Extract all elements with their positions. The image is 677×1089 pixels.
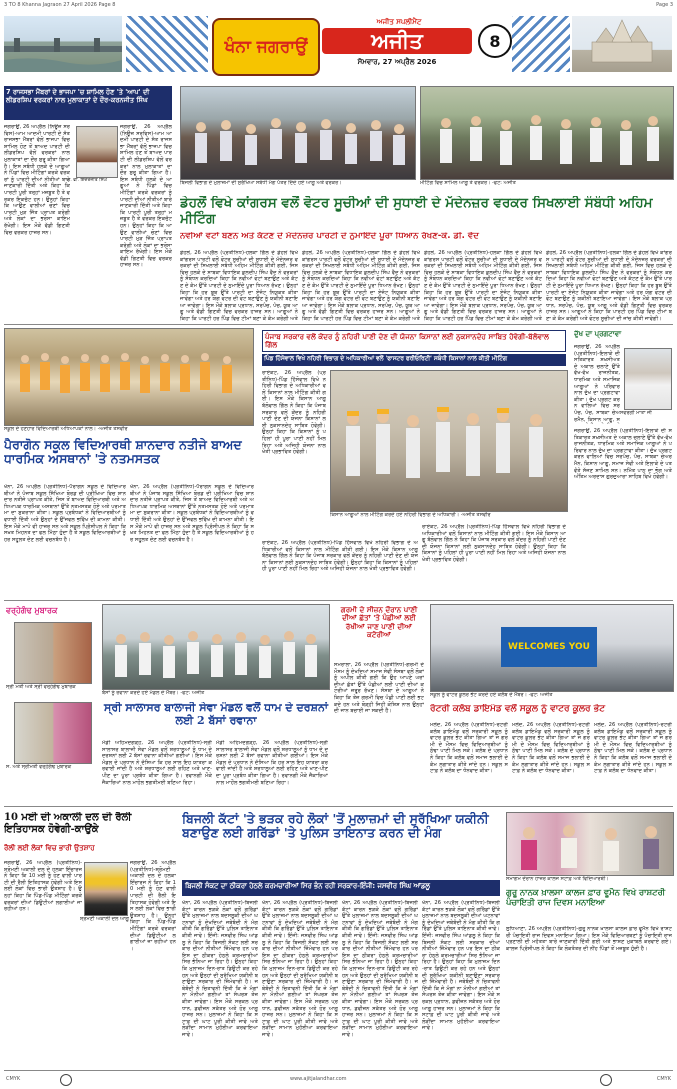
story-rotary-headline: ਰੋਟਰੀ ਕਲੱਬ ਡਾਇਮੰਡ ਵਲੋਂ ਸਕੂਲ ਨੂੰ ਵਾਟਰ ਕੂਲਰ ਭੇਟ: [430, 704, 605, 714]
story-anniversary-caption-a: ਸ੍ਰੀ ਮਤੀ ਅਤੇ ਸ੍ਰੀ ਵਰ੍ਹੇਗੰਢ ਮੁਬਾਰਕ: [6, 684, 76, 690]
story-paragon-photo: [4, 328, 254, 426]
story-condolence-caption: ਸਵਰਗੀ ਮਾਤਾ ਜੀ: [620, 410, 652, 416]
story-aap-headline: 7 ਰਾਜਸਭਾ ਮੈਂਬਰਾਂ ਦੇ ਭਾਜਪਾ 'ਚ ਸ਼ਾਮਿਲ ਹੋਣ 'ਤੇ 'ਆਪ' ਦੀ ਲੀਡਰਸ਼ਿਪ ਵਰਕਰਾਂ ਨਾਲ ਮੁਲਾਕਾਤਾਂ ਦੇ ਦੌਰ-ਕਰਨਜੀਤ ਸਿੰਘ: [4, 86, 172, 120]
section-logo: [212, 18, 320, 76]
footer-right: CMYK: [656, 1076, 671, 1082]
story-anniversary-caption-b: ਸ. ਅਤੇ ਸ੍ਰੀਮਤੀ ਵਰ੍ਹੇਗੰਢ ਮੁਬਾਰਕ: [6, 764, 72, 770]
story-congress-body-col3: ਡੇਹਲੋਂ, 26 ਅਪ੍ਰੈਲ (ਪ੍ਰਤੀਨਿਧ)-ਹਲਕਾ ਗਿੱਲ ਦੇ ਡੇਹਲੋਂ ਵਿਖੇ ਕਾਂਗਰਸ ਪਾਰਟੀ ਵਲੋਂ ਵੋਟਰ ਸੂਚੀਆਂ ਦੀ ਸੁਧਾਈ ਦੇ ਮੱਦੇਨਜ਼ਰ ਵਰਕਰਾਂ ਦੀ ਸਿਖਲਾਈ ਸਬੰਧੀ ਅਹਿਮ ਮੀਟਿੰਗ ਕੀਤੀ ਗਈ, ਜਿਸ ਵਿਚ ਹਲਕੇ ਦੇ ਸਾਬਕਾ ਵਿਧਾਇਕ ਕੁਲਦੀਪ ਸਿੰਘ ਵੈਦ ਨੇ ਵਰਕਰਾਂ ਨੂੰ ਸੰਬੋਧਨ ਕਰਦਿਆਂ ਕਿਹਾ ਕਿ ਨਵੀਆਂ ਵੋਟਾਂ ਬਣਾਉਣ ਅਤੇ ਕੱਟਣ ਦੇ ਕੰਮ ਉੱਤੇ ਪਾਰਟੀ ਦੇ ਨੁਮਾਇੰਦੇ ਪੂਰਾ ਧਿਆਨ ਰੱਖਣ। ਉਨ੍ਹਾਂ ਕਿਹਾ ਕਿ ਹਰ ਬੂਥ ਉੱਤੇ ਪਾਰਟੀ ਦਾ ਏਜੰਟ ਨਿਯੁਕਤ ਕੀਤਾ ਜਾਵੇਗਾ ਅਤੇ ਹਰ ਯੋਗ ਵੋਟਰ ਦੀ ਵੋਟ ਬਣਾਉਣ ਨੂੰ ਯਕੀਨੀ ਬਣਾਇਆ ਜਾਵੇਗਾ। ਇਸ ਮੌਕੇ ਬਲਾਕ ਪ੍ਰਧਾਨ, ਸਰਪੰਚ, ਪੰਚ, ਯੂਥ ਆਗੂ ਅਤੇ ਵੱਡੀ ਗਿਣਤੀ ਵਿਚ ਵਰਕਰ ਹਾਜ਼ਰ ਸਨ। ਆਗੂਆਂ ਨੇ ਕਿਹਾ ਕਿ ਪਾਰਟੀ ਹਰ ਪਿੰਡ ਵਿਚ ਟੀਮਾਂ ਬਣਾ ਕੇ ਕੰਮ ਕਰੇਗੀ ਅਤੇ: [424, 250, 542, 322]
story-college-photo: [506, 812, 674, 876]
footer-center: www.ajitjalandhar.com: [290, 1076, 347, 1082]
story-rotary-body-col2: ਮਲੌਦ, 26 ਅਪ੍ਰੈਲ (ਪ੍ਰਤੀਨਿਧ)-ਰੋਟਰੀ ਕਲੱਬ ਡਾਇਮੰਡ ਵਲੋਂ ਸਰਕਾਰੀ ਸਕੂਲ ਨੂੰ ਵਾਟਰ ਕੂਲਰ ਭੇਟ ਕੀਤਾ ਗਿਆ ਤਾਂ ਜੋ ਗਰਮੀ ਦੇ ਮੌਸਮ ਵਿਚ ਵਿਦਿਆਰਥੀਆਂ ਨੂੰ ਠੰਢਾ ਪਾਣੀ ਮਿਲ ਸਕੇ। ਕਲੱਬ ਦੇ ਪ੍ਰਧਾਨ ਨੇ ਕਿਹਾ ਕਿ ਕਲੱਬ ਵਲੋਂ ਸਮਾਜ ਭਲਾਈ ਦੇ ਕੰਮ ਲਗਾਤਾਰ ਕੀਤੇ ਜਾਂਦੇ ਹਨ। ਸਕੂਲ ਸਟਾਫ਼ ਨੇ ਕਲੱਬ ਦਾ ਧੰਨਵਾਦ ਕੀਤਾ।: [512, 722, 590, 775]
story-college-caption: ਸਮਾਗਮ ਦੌਰਾਨ ਹਾਜ਼ਰ ਕਾਲਜ ਸਟਾਫ਼ ਅਤੇ ਵਿਦਿਆਰਥੀ।: [506, 876, 609, 882]
masthead-photo-left: [4, 16, 122, 72]
story-rally-headline: 10 ਮਈ ਦੀ ਅਕਾਲੀ ਦਲ ਦੀ ਰੈਲੀ ਇਤਿਹਾਸਕ ਹੋਵੇਗੀ-ਕਾਉਂਕੇ: [4, 812, 132, 835]
story-canal-photo: [330, 370, 568, 512]
footer-left: CMYK: [6, 1076, 21, 1082]
story-congress-headline: ਡੇਹਲੋਂ ਵਿਖੇ ਕਾਂਗਰਸ ਵਲੋਂ ਵੋਟਰ ਸੂਚੀਆਂ ਦੀ ਸੁਧਾਈ ਦੇ ਮੱਦੇਨਜ਼ਰ ਵਰਕਰ ਸਿਖਲਾਈ ਸੰਬੰਧੀ ਅਹਿਮ ਮੀਟਿੰਗ: [180, 196, 653, 227]
story-condolence-body-b: ਜਗਰਾਉਂ, 26 ਅਪ੍ਰੈਲ (ਪ੍ਰਤੀਨਿਧ)-ਇਲਾਕੇ ਦੀ ਸਤਿਕਾਰਤ ਸ਼ਖ਼ਸੀਅਤ ਦੇ ਅਕਾਲ ਚਲਾਣੇ ਉੱਤੇ ਵੱਖ-ਵੱਖ ਰਾਜਨੀਤਕ, ਧਾਰਮਿਕ ਅਤੇ ਸਮਾਜਿਕ ਆਗੂਆਂ ਨੇ ਪਰਿਵਾਰ ਨਾਲ ਦੁੱਖ ਦਾ ਪ੍ਰਗਟਾਵਾ ਕੀਤਾ। ਦੁੱਖ ਪ੍ਰਗਟ ਕਰਨ ਵਾਲਿਆਂ ਵਿਚ ਸਰਪੰਚ, ਪੰਚ, ਸਾਬਕਾ ਚੇਅਰਮੈਨ, ਕਿਸਾਨ ਆਗੂ, ਸਮਾਜ ਸੇਵੀ ਅਤੇ ਇਲਾਕੇ ਦੇ ਪਤਵੰਤੇ ਸੱਜਣ ਸ਼ਾਮਿਲ ਸਨ। ਨਮਿੱਤ ਪਾਠ ਦਾ ਭੋਗ ਅਤੇ ਅੰਤਿਮ ਅਰਦਾਸ ਗੁਰਦੁਆਰਾ ਸਾਹਿਬ ਵਿਖੇ ਹੋਵੇਗੀ।: [574, 428, 672, 481]
issue-date: ਸੋਮਵਾਰ, 27 ਅਪ੍ਰੈਲ 2026: [357, 58, 437, 66]
story-condolence-kicker: ਦੁੱਖ ਦਾ ਪ੍ਰਗਟਾਵਾ: [574, 330, 622, 338]
print-strip-left: 3 TO 8 Khanna Jagraon 27 April 2026 Page 8: [4, 2, 116, 8]
paper-supplement-label: ਅਜੀਤ ਸਪਲੀਮੈਂਟ: [376, 18, 422, 26]
masthead: [4, 12, 673, 78]
story-aap-portrait: [76, 126, 118, 178]
story-congress-caption-a: ਬਿਜਲੀ ਵਿਭਾਗ ਦੇ ਮੁਲਾਜ਼ਮਾਂ ਦੀ ਸੁਰੱਖਿਆ ਸਬੰਧੀ ਮੰਗ ਪੱਤਰ ਦਿੰਦੇ ਹੋਏ ਆਗੂ ਅਤੇ ਵਰਕਰ।: [180, 180, 342, 186]
masthead-photo-right: [572, 16, 672, 72]
story-salasar-body-col1: ਮੰਡੀ ਅਹਿਮਦਗੜ੍ਹ, 26 ਅਪ੍ਰੈਲ (ਪ੍ਰਤੀਨਿਧ)-ਸ੍ਰੀ ਸਾਲਾਸਰ ਬਾਲਾਜੀ ਸੇਵਾ ਮੰਡਲ ਵਲੋਂ ਸ਼ਰਧਾਲੂਆਂ ਨੂੰ ਧਾਮ ਦੇ ਦਰਸ਼ਨਾਂ ਲਈ 2 ਬੱਸਾਂ ਰਵਾਨਾ ਕੀਤੀਆਂ ਗਈਆਂ। ਇਸ ਮੌਕੇ ਮੰਡਲ ਦੇ ਪ੍ਰਧਾਨ ਨੇ ਦੱਸਿਆ ਕਿ ਹਰ ਸਾਲ ਇਹ ਯਾਤਰਾ ਕਰਵਾਈ ਜਾਂਦੀ ਹੈ ਅਤੇ ਸ਼ਰਧਾਲੂਆਂ ਲਈ ਰਹਿਣ ਅਤੇ ਖਾਣ-ਪੀਣ ਦਾ ਪੂਰਾ ਪ੍ਰਬੰਧ ਕੀਤਾ ਗਿਆ ਹੈ। ਰਵਾਨਗੀ ਮੌਕੇ ਜੈਕਾਰਿਆਂ ਨਾਲ ਮਾਹੌਲ ਭਗਤੀਮਈ ਬਣਿਆ ਰਿਹਾ।: [102, 740, 212, 786]
story-rally-body-col1: ਜਗਰਾਉਂ, 26 ਅਪ੍ਰੈਲ (ਪ੍ਰਤੀਨਿਧ)-ਸ਼੍ਰੋਮਣੀ ਅਕਾਲੀ ਦਲ ਦੇ ਹਲਕਾ ਇੰਚਾਰਜ ਨੇ ਕਿਹਾ ਕਿ 10 ਮਈ ਨੂੰ ਹੋਣ ਵਾਲੀ ਪਾਰਟੀ ਦੀ ਰੈਲੀ ਇਤਿਹਾਸਕ ਹੋਵੇਗੀ ਅਤੇ ਇਸ ਲਈ ਲੋਕਾਂ ਵਿਚ ਭਾਰੀ ਉਤਸ਼ਾਹ ਹੈ। ਉਨ੍ਹਾਂ ਕਿਹਾ ਕਿ ਪਿੰਡ-ਪਿੰਡ ਮੀਟਿੰਗਾਂ ਕਰਕੇ ਵਰਕਰਾਂ ਦੀਆਂ ਡਿਊਟੀਆਂ ਲਗਾਈਆਂ ਜਾ ਰਹੀਆਂ ਹਨ।: [4, 860, 82, 913]
story-college-headline: ਗੁਰੂ ਨਾਨਕ ਖ਼ਾਲਸਾ ਕਾਲਜ ਫ਼ਾਰ ਵੂਮੈਨ ਵਿਖੇ ਰਾਸ਼ਟਰੀ ਪੰਚਾਇਤੀ ਰਾਜ ਦਿਵਸ ਮਨਾਇਆ: [506, 888, 666, 907]
story-power-body-col4: ਖੰਨਾ, 26 ਅਪ੍ਰੈਲ (ਪ੍ਰਤੀਨਿਧ)-ਬਿਜਲੀ ਕੱਟਾਂ ਕਾਰਨ ਭੜਕੇ ਲੋਕਾਂ ਵਲੋਂ ਗਰਿੱਡਾਂ ਉੱਤੇ ਮੁਲਾਜ਼ਮਾਂ ਨਾਲ ਬਦਸਲੂਕੀ ਦੀਆਂ ਘਟਨਾਵਾਂ ਨੂੰ ਦੇਖਦਿਆਂ ਜਥੇਬੰਦੀ ਨੇ ਮੰਗ ਕੀਤੀ ਕਿ ਗਰਿੱਡਾਂ ਉੱਤੇ ਪੁਲਿਸ ਤਾਇਨਾਤ ਕੀਤੀ ਜਾਵੇ। ਇੰਜੀ: ਜਸਵੀਰ ਸਿੰਘ ਆਂਡਲੂ ਨੇ ਕਿਹਾ ਕਿ ਬਿਜਲੀ ਸੰਕਟ ਲਈ ਸਰਕਾਰ ਦੀਆਂ ਨੀਤੀਆਂ ਜ਼ਿੰਮੇਵਾਰ ਹਨ ਪਰ ਇਸ ਦਾ ਠੀਕਰਾ ਹੇਠਲੇ ਕਰਮਚਾਰੀਆਂ ਸਿਰ ਭੰਨਿਆ ਜਾ ਰਿਹਾ ਹੈ। ਉਨ੍ਹਾਂ ਕਿਹਾ ਕਿ ਮੁਲਾਜ਼ਮ ਦਿਨ-ਰਾਤ ਡਿਊਟੀ ਕਰ ਰਹੇ ਹਨ ਅਤੇ ਉਨ੍ਹਾਂ ਦੀ ਸੁਰੱਖਿਆ ਯਕੀਨੀ ਬਣਾਉਣਾ ਸਰਕਾਰ ਦੀ ਜ਼ਿੰਮੇਵਾਰੀ ਹੈ। ਜਥੇਬੰਦੀ ਨੇ ਚਿਤਾਵਨੀ ਦਿੱਤੀ ਕਿ ਜੇ ਮੰਗਾਂ ਨਾ ਮੰਨੀਆਂ ਗਈਆਂ ਤਾਂ ਸੰਘਰਸ਼ ਤੇਜ਼ ਕੀਤਾ ਜਾਵੇਗਾ। ਇਸ ਮੌਕੇ ਸਰਕਲ ਪ੍ਰਧਾਨ, ਡਵੀਜ਼ਨ ਸਕੱਤਰ ਅਤੇ ਹੋਰ ਆਗੂ ਹਾਜ਼ਰ ਸਨ। ਮੁਲਾਜ਼ਮਾਂ ਨੇ ਕਿਹਾ ਕਿ ਸਟਾਫ਼ ਦੀ ਘਾਟ ਪੂਰੀ ਕੀਤੀ ਜਾਵੇ ਅਤੇ ਲੋੜੀਂਦਾ ਸਾਮਾਨ ਮੁਹੱਈਆ ਕਰਵਾਇਆ ਜਾਵੇ।: [422, 900, 500, 1032]
story-power-body-col1: ਖੰਨਾ, 26 ਅਪ੍ਰੈਲ (ਪ੍ਰਤੀਨਿਧ)-ਬਿਜਲੀ ਕੱਟਾਂ ਕਾਰਨ ਭੜਕੇ ਲੋਕਾਂ ਵਲੋਂ ਗਰਿੱਡਾਂ ਉੱਤੇ ਮੁਲਾਜ਼ਮਾਂ ਨਾਲ ਬਦਸਲੂਕੀ ਦੀਆਂ ਘਟਨਾਵਾਂ ਨੂੰ ਦੇਖਦਿਆਂ ਜਥੇਬੰਦੀ ਨੇ ਮੰਗ ਕੀਤੀ ਕਿ ਗਰਿੱਡਾਂ ਉੱਤੇ ਪੁਲਿਸ ਤਾਇਨਾਤ ਕੀਤੀ ਜਾਵੇ। ਇੰਜੀ: ਜਸਵੀਰ ਸਿੰਘ ਆਂਡਲੂ ਨੇ ਕਿਹਾ ਕਿ ਬਿਜਲੀ ਸੰਕਟ ਲਈ ਸਰਕਾਰ ਦੀਆਂ ਨੀਤੀਆਂ ਜ਼ਿੰਮੇਵਾਰ ਹਨ ਪਰ ਇਸ ਦਾ ਠੀਕਰਾ ਹੇਠਲੇ ਕਰਮਚਾਰੀਆਂ ਸਿਰ ਭੰਨਿਆ ਜਾ ਰਿਹਾ ਹੈ। ਉਨ੍ਹਾਂ ਕਿਹਾ ਕਿ ਮੁਲਾਜ਼ਮ ਦਿਨ-ਰਾਤ ਡਿਊਟੀ ਕਰ ਰਹੇ ਹਨ ਅਤੇ ਉਨ੍ਹਾਂ ਦੀ ਸੁਰੱਖਿਆ ਯਕੀਨੀ ਬਣਾਉਣਾ ਸਰਕਾਰ ਦੀ ਜ਼ਿੰਮੇਵਾਰੀ ਹੈ। ਜਥੇਬੰਦੀ ਨੇ ਚਿਤਾਵਨੀ ਦਿੱਤੀ ਕਿ ਜੇ ਮੰਗਾਂ ਨਾ ਮੰਨੀਆਂ ਗਈਆਂ ਤਾਂ ਸੰਘਰਸ਼ ਤੇਜ਼ ਕੀਤਾ ਜਾਵੇਗਾ। ਇਸ ਮੌਕੇ ਸਰਕਲ ਪ੍ਰਧਾਨ, ਡਵੀਜ਼ਨ ਸਕੱਤਰ ਅਤੇ ਹੋਰ ਆਗੂ ਹਾਜ਼ਰ ਸਨ। ਮੁਲਾਜ਼ਮਾਂ ਨੇ ਕਿਹਾ ਕਿ ਸਟਾਫ਼ ਦੀ ਘਾਟ ਪੂਰੀ ਕੀਤੀ ਜਾਵੇ ਅਤੇ ਲੋੜੀਂਦਾ ਸਾਮਾਨ ਮੁਹੱਈਆ ਕਰਵਾਇਆ ਜਾਵੇ।: [182, 900, 258, 1038]
bridge-illustration: [4, 16, 122, 72]
story-college-body: ਲੁਧਿਆਣਾ, 26 ਅਪ੍ਰੈਲ (ਪ੍ਰਤੀਨਿਧ)-ਗੁਰੂ ਨਾਨਕ ਖ਼ਾਲਸਾ ਕਾਲਜ ਫ਼ਾਰ ਵੂਮੈਨ ਵਿਖੇ ਰਾਸ਼ਟਰੀ ਪੰਚਾਇਤੀ ਰਾਜ ਦਿਵਸ ਮਨਾਇਆ ਗਿਆ। ਇਸ ਮੌਕੇ ਵਿਦਿਆਰਥਣਾਂ ਨੂੰ ਪੰਚਾਇਤੀ ਰਾਜ ਪ੍ਰਣਾਲੀ ਦੀ ਮਹੱਤਤਾ ਬਾਰੇ ਜਾਣਕਾਰੀ ਦਿੱਤੀ ਗਈ ਅਤੇ ਭਾਸ਼ਣ ਮੁਕਾਬਲੇ ਕਰਵਾਏ ਗਏ। ਕਾਲਜ ਪ੍ਰਿੰਸੀਪਲ ਨੇ ਕਿਹਾ ਕਿ ਲੋਕਤੰਤਰ ਦੀ ਨੀਂਹ ਪਿੰਡਾਂ ਤੋਂ ਮਜ਼ਬੂਤ ਹੁੰਦੀ ਹੈ।: [506, 926, 672, 952]
story-rally-portrait-caption: ਸ਼੍ਰੋਮਣੀ ਅਕਾਲੀ ਦਲ ਆਗੂ: [80, 916, 129, 922]
masthead-pattern-left: [126, 16, 208, 72]
story-canal-headline: ਪੰਜਾਬ ਸਰਕਾਰ ਵਲੋਂ ਕੇਂਦਰ ਨੂੰ ਨਹਿਰੀ ਪਾਣੀ ਦੇਣ ਦੀ ਯੋਜਨਾ ਕਿਸਾਨਾਂ ਲਈ ਨੁਕਸਾਨਦੇਹ ਸਾਬਿਤ ਹੋਵੇਗੀ-ਬੱਲੋਵਾਲ ਗਿੱਲ: [262, 330, 566, 352]
story-congress-body-col1: ਡੇਹਲੋਂ, 26 ਅਪ੍ਰੈਲ (ਪ੍ਰਤੀਨਿਧ)-ਹਲਕਾ ਗਿੱਲ ਦੇ ਡੇਹਲੋਂ ਵਿਖੇ ਕਾਂਗਰਸ ਪਾਰਟੀ ਵਲੋਂ ਵੋਟਰ ਸੂਚੀਆਂ ਦੀ ਸੁਧਾਈ ਦੇ ਮੱਦੇਨਜ਼ਰ ਵਰਕਰਾਂ ਦੀ ਸਿਖਲਾਈ ਸਬੰਧੀ ਅਹਿਮ ਮੀਟਿੰਗ ਕੀਤੀ ਗਈ, ਜਿਸ ਵਿਚ ਹਲਕੇ ਦੇ ਸਾਬਕਾ ਵਿਧਾਇਕ ਕੁਲਦੀਪ ਸਿੰਘ ਵੈਦ ਨੇ ਵਰਕਰਾਂ ਨੂੰ ਸੰਬੋਧਨ ਕਰਦਿਆਂ ਕਿਹਾ ਕਿ ਨਵੀਆਂ ਵੋਟਾਂ ਬਣਾਉਣ ਅਤੇ ਕੱਟਣ ਦੇ ਕੰਮ ਉੱਤੇ ਪਾਰਟੀ ਦੇ ਨੁਮਾਇੰਦੇ ਪੂਰਾ ਧਿਆਨ ਰੱਖਣ। ਉਨ੍ਹਾਂ ਕਿਹਾ ਕਿ ਹਰ ਬੂਥ ਉੱਤੇ ਪਾਰਟੀ ਦਾ ਏਜੰਟ ਨਿਯੁਕਤ ਕੀਤਾ ਜਾਵੇਗਾ ਅਤੇ ਹਰ ਯੋਗ ਵੋਟਰ ਦੀ ਵੋਟ ਬਣਾਉਣ ਨੂੰ ਯਕੀਨੀ ਬਣਾਇਆ ਜਾਵੇਗਾ। ਇਸ ਮੌਕੇ ਬਲਾਕ ਪ੍ਰਧਾਨ, ਸਰਪੰਚ, ਪੰਚ, ਯੂਥ ਆਗੂ ਅਤੇ ਵੱਡੀ ਗਿਣਤੀ ਵਿਚ ਵਰਕਰ ਹਾਜ਼ਰ ਸਨ। ਆਗੂਆਂ ਨੇ ਕਿਹਾ ਕਿ ਪਾਰਟੀ ਹਰ ਪਿੰਡ ਵਿਚ ਟੀਮਾਂ ਬਣਾ ਕੇ ਕੰਮ ਕਰੇਗੀ ਅਤੇ: [180, 250, 298, 322]
story-anniversary-photo-a: [14, 622, 92, 684]
students-illustration: [5, 329, 253, 425]
story-canal-caption: ਕਿਸਾਨ ਆਗੂਆਂ ਨਾਲ ਮੀਟਿੰਗ ਕਰਦੇ ਹੋਏ ਨਹਿਰੀ ਵਿਭਾਗ ਦੇ ਅਧਿਕਾਰੀ। -ਅਜੀਤ ਤਸਵੀਰ: [330, 512, 491, 518]
story-salasar-caption: ਬੱਸਾਂ ਨੂੰ ਰਵਾਨਾ ਕਰਦੇ ਹੋਏ ਮੰਡਲ ਦੇ ਮੈਂਬਰ। -ਫੋਟੋ: ਅਜੀਤ: [102, 690, 205, 696]
story-salasar-photo: [102, 604, 330, 690]
story-birds-body: ਸਮਰਾਲਾ, 26 ਅਪ੍ਰੈਲ (ਪ੍ਰਤੀਨਿਧ)-ਗਰਮੀ ਦੇ ਮੌਸਮ ਨੂੰ ਦੇਖਦਿਆਂ ਸਮਾਜ ਸੇਵੀ ਸੰਸਥਾ ਵਲੋਂ ਲੋਕਾਂ ਨੂੰ ਅਪੀਲ ਕੀਤੀ ਗਈ ਕਿ ਉਹ ਆਪਣੇ ਘਰਾਂ ਦੀਆਂ ਛੱਤਾਂ ਉੱਤੇ ਪੰਛੀਆਂ ਲਈ ਪਾਣੀ ਦੀਆਂ ਕਟੋਰੀਆਂ ਜ਼ਰੂਰ ਰੱਖਣ। ਸੰਸਥਾ ਦੇ ਆਗੂਆਂ ਨੇ ਕਿਹਾ ਕਿ ਤੇਜ਼ ਗਰਮੀ ਵਿਚ ਪੰਛੀ ਪਾਣੀ ਲਈ ਭਟਕਦੇ ਹਨ ਅਤੇ ਥੋੜ੍ਹੀ ਜਿਹੀ ਕੋਸ਼ਿਸ਼ ਨਾਲ ਉਨ੍ਹਾਂ ਦੀ ਜਾਨ ਬਚਾਈ ਜਾ ਸਕਦੀ ਹੈ।: [334, 662, 424, 715]
story-congress-photo-b: [420, 86, 674, 180]
story-aap-portrait-caption: ਪੀ. ਵੀ. ਇੰਦਰਜੀਤ ਸਿੰਘ: [66, 178, 108, 183]
story-congress-photo-a: [180, 86, 416, 180]
print-strip-right: Page 3: [656, 2, 673, 8]
devotees-illustration: [103, 605, 329, 689]
story-canal-subhead: ਪਿੰਡ ਹਿੱਸੋਵਾਲ ਵਿਖੇ ਨਹਿਰੀ ਵਿਭਾਗ ਦੇ ਅਧਿਕਾਰੀਆਂ ਵਲੋਂ 'ਫਾਸਟਰ ਫਰੀਓਰਿਟੀ' ਸਬੰਧੀ ਕਿਸਾਨਾਂ ਨਾਲ ਕੀਤੀ ਮੀਟਿੰਗ: [262, 354, 566, 366]
story-rotary-caption: ਸਕੂਲ ਨੂੰ ਵਾਟਰ ਕੂਲਰ ਭੇਟ ਕਰਦੇ ਹੋਏ ਕਲੱਬ ਦੇ ਮੈਂਬਰ। -ਫੋਟੋ: ਅਜੀਤ: [430, 692, 553, 698]
story-power-body-col2: ਖੰਨਾ, 26 ਅਪ੍ਰੈਲ (ਪ੍ਰਤੀਨਿਧ)-ਬਿਜਲੀ ਕੱਟਾਂ ਕਾਰਨ ਭੜਕੇ ਲੋਕਾਂ ਵਲੋਂ ਗਰਿੱਡਾਂ ਉੱਤੇ ਮੁਲਾਜ਼ਮਾਂ ਨਾਲ ਬਦਸਲੂਕੀ ਦੀਆਂ ਘਟਨਾਵਾਂ ਨੂੰ ਦੇਖਦਿਆਂ ਜਥੇਬੰਦੀ ਨੇ ਮੰਗ ਕੀਤੀ ਕਿ ਗਰਿੱਡਾਂ ਉੱਤੇ ਪੁਲਿਸ ਤਾਇਨਾਤ ਕੀਤੀ ਜਾਵੇ। ਇੰਜੀ: ਜਸਵੀਰ ਸਿੰਘ ਆਂਡਲੂ ਨੇ ਕਿਹਾ ਕਿ ਬਿਜਲੀ ਸੰਕਟ ਲਈ ਸਰਕਾਰ ਦੀਆਂ ਨੀਤੀਆਂ ਜ਼ਿੰਮੇਵਾਰ ਹਨ ਪਰ ਇਸ ਦਾ ਠੀਕਰਾ ਹੇਠਲੇ ਕਰਮਚਾਰੀਆਂ ਸਿਰ ਭੰਨਿਆ ਜਾ ਰਿਹਾ ਹੈ। ਉਨ੍ਹਾਂ ਕਿਹਾ ਕਿ ਮੁਲਾਜ਼ਮ ਦਿਨ-ਰਾਤ ਡਿਊਟੀ ਕਰ ਰਹੇ ਹਨ ਅਤੇ ਉਨ੍ਹਾਂ ਦੀ ਸੁਰੱਖਿਆ ਯਕੀਨੀ ਬਣਾਉਣਾ ਸਰਕਾਰ ਦੀ ਜ਼ਿੰਮੇਵਾਰੀ ਹੈ। ਜਥੇਬੰਦੀ ਨੇ ਚਿਤਾਵਨੀ ਦਿੱਤੀ ਕਿ ਜੇ ਮੰਗਾਂ ਨਾ ਮੰਨੀਆਂ ਗਈਆਂ ਤਾਂ ਸੰਘਰਸ਼ ਤੇਜ਼ ਕੀਤਾ ਜਾਵੇਗਾ। ਇਸ ਮੌਕੇ ਸਰਕਲ ਪ੍ਰਧਾਨ, ਡਵੀਜ਼ਨ ਸਕੱਤਰ ਅਤੇ ਹੋਰ ਆਗੂ ਹਾਜ਼ਰ ਸਨ। ਮੁਲਾਜ਼ਮਾਂ ਨੇ ਕਿਹਾ ਕਿ ਸਟਾਫ਼ ਦੀ ਘਾਟ ਪੂਰੀ ਕੀਤੀ ਜਾਵੇ ਅਤੇ ਲੋੜੀਂਦਾ ਸਾਮਾਨ ਮੁਹੱਈਆ ਕਰਵਾਇਆ ਜਾਵੇ।: [262, 900, 338, 1038]
divider-horizontal: [4, 324, 673, 325]
story-power-headline: ਬਿਜਲੀ ਕੱਟਾਂ 'ਤੇ ਭੜਕ ਰਹੇ ਲੋਕਾਂ 'ਤੋਂ ਮੁਲਾਜ਼ਮਾਂ ਦੀ ਸੁਰੱਖਿਆ ਯਕੀਨੀ ਬਣਾਉਣ ਲਈ ਗਰਿੱਡਾਂ 'ਤੇ ਪੁਲਿਸ ਤਾਇਨਾਤ ਕਰਨ ਦੀ ਮੰਗ: [182, 812, 489, 841]
page-number-badge: [478, 24, 512, 58]
story-power-body-col3: ਖੰਨਾ, 26 ਅਪ੍ਰੈਲ (ਪ੍ਰਤੀਨਿਧ)-ਬਿਜਲੀ ਕੱਟਾਂ ਕਾਰਨ ਭੜਕੇ ਲੋਕਾਂ ਵਲੋਂ ਗਰਿੱਡਾਂ ਉੱਤੇ ਮੁਲਾਜ਼ਮਾਂ ਨਾਲ ਬਦਸਲੂਕੀ ਦੀਆਂ ਘਟਨਾਵਾਂ ਨੂੰ ਦੇਖਦਿਆਂ ਜਥੇਬੰਦੀ ਨੇ ਮੰਗ ਕੀਤੀ ਕਿ ਗਰਿੱਡਾਂ ਉੱਤੇ ਪੁਲਿਸ ਤਾਇਨਾਤ ਕੀਤੀ ਜਾਵੇ। ਇੰਜੀ: ਜਸਵੀਰ ਸਿੰਘ ਆਂਡਲੂ ਨੇ ਕਿਹਾ ਕਿ ਬਿਜਲੀ ਸੰਕਟ ਲਈ ਸਰਕਾਰ ਦੀਆਂ ਨੀਤੀਆਂ ਜ਼ਿੰਮੇਵਾਰ ਹਨ ਪਰ ਇਸ ਦਾ ਠੀਕਰਾ ਹੇਠਲੇ ਕਰਮਚਾਰੀਆਂ ਸਿਰ ਭੰਨਿਆ ਜਾ ਰਿਹਾ ਹੈ। ਉਨ੍ਹਾਂ ਕਿਹਾ ਕਿ ਮੁਲਾਜ਼ਮ ਦਿਨ-ਰਾਤ ਡਿਊਟੀ ਕਰ ਰਹੇ ਹਨ ਅਤੇ ਉਨ੍ਹਾਂ ਦੀ ਸੁਰੱਖਿਆ ਯਕੀਨੀ ਬਣਾਉਣਾ ਸਰਕਾਰ ਦੀ ਜ਼ਿੰਮੇਵਾਰੀ ਹੈ। ਜਥੇਬੰਦੀ ਨੇ ਚਿਤਾਵਨੀ ਦਿੱਤੀ ਕਿ ਜੇ ਮੰਗਾਂ ਨਾ ਮੰਨੀਆਂ ਗਈਆਂ ਤਾਂ ਸੰਘਰਸ਼ ਤੇਜ਼ ਕੀਤਾ ਜਾਵੇਗਾ। ਇਸ ਮੌਕੇ ਸਰਕਲ ਪ੍ਰਧਾਨ, ਡਵੀਜ਼ਨ ਸਕੱਤਰ ਅਤੇ ਹੋਰ ਆਗੂ ਹਾਜ਼ਰ ਸਨ। ਮੁਲਾਜ਼ਮਾਂ ਨੇ ਕਿਹਾ ਕਿ ਸਟਾਫ਼ ਦੀ ਘਾਟ ਪੂਰੀ ਕੀਤੀ ਜਾਵੇ ਅਤੇ ਲੋੜੀਂਦਾ ਸਾਮਾਨ ਮੁਹੱਈਆ ਕਰਵਾਇਆ ਜਾਵੇ।: [342, 900, 418, 1038]
paper-name-text: ਅਜੀਤ: [371, 28, 423, 53]
story-birds-headline: ਗਰਮੀ ਦੇ ਸੀਜ਼ਨ ਦੌਰਾਨ ਪਾਣੀ ਦੀਆਂ ਛੱਤਾਂ 'ਤੇ ਪੰਛੀਆਂ ਲਈ ਰੱਖੀਆਂ ਜਾਣ ਪਾਣੀ ਦੀਆਂ ਕਟੋਰੀਆਂ: [340, 606, 418, 639]
story-paragon-body-col2: ਖੰਨਾ, 26 ਅਪ੍ਰੈਲ (ਪ੍ਰਤੀਨਿਧ)-ਪੈਰਾਗੋਨ ਸਕੂਲ ਦੇ ਵਿਦਿਆਰਥੀਆਂ ਨੇ ਪੰਜਾਬ ਸਕੂਲ ਸਿੱਖਿਆ ਬੋਰਡ ਦੀ ਪ੍ਰੀਖਿਆ ਵਿਚ ਸ਼ਾਨਦਾਰ ਨਤੀਜੇ ਪ੍ਰਾਪਤ ਕੀਤੇ, ਜਿਸ ਤੋਂ ਬਾਅਦ ਵਿਦਿਆਰਥੀ ਅਤੇ ਅਧਿਆਪਕ ਧਾਰਮਿਕ ਅਸਥਾਨਾਂ ਉੱਤੇ ਨਤਮਸਤਕ ਹੋਏ ਅਤੇ ਪਰਮਾਤਮਾ ਦਾ ਸ਼ੁਕਰਾਨਾ ਕੀਤਾ। ਸਕੂਲ ਪ੍ਰਬੰਧਕਾਂ ਨੇ ਵਿਦਿਆਰਥੀਆਂ ਨੂੰ ਵਧਾਈ ਦਿੱਤੀ ਅਤੇ ਉਨ੍ਹਾਂ ਦੇ ਉੱਜਵਲ ਭਵਿੱਖ ਦੀ ਕਾਮਨਾ ਕੀਤੀ। ਇਸ ਮੌਕੇ ਮਾਪੇ ਵੀ ਹਾਜ਼ਰ ਸਨ ਅਤੇ ਸਕੂਲ ਪ੍ਰਿੰਸੀਪਲ ਨੇ ਕਿਹਾ ਕਿ ਸਖ਼ਤ ਮਿਹਨਤ ਦਾ ਫਲ ਮਿੱਠਾ ਹੁੰਦਾ ਹੈ ਤੇ ਸਕੂਲ ਵਿਦਿਆਰਥੀਆਂ ਨੂੰ ਹਰ ਸਹੂਲਤ ਦੇਣ ਲਈ ਵਚਨਬੱਧ ਹੈ।: [130, 484, 254, 543]
registration-mark-left: [60, 1074, 72, 1086]
story-paragon-headline: ਪੈਰਾਗੋਨ ਸਕੂਲ ਵਿਦਿਆਰਥੀ ਸ਼ਾਨਦਾਰ ਨਤੀਜੇ ਬਾਅਦ ਧਾਰਮਿਕ ਅਸਥਾਨਾਂ 'ਤੇ ਨਤਮਸਤਕ: [4, 438, 242, 467]
story-canal-body-col3: ਰਾਏਕੋਟ, 26 ਅਪ੍ਰੈਲ (ਪ੍ਰਤੀਨਿਧ)-ਪਿੰਡ ਹਿੱਸੋਵਾਲ ਵਿਖੇ ਨਹਿਰੀ ਵਿਭਾਗ ਦੇ ਅਧਿਕਾਰੀਆਂ ਵਲੋਂ ਕਿਸਾਨਾਂ ਨਾਲ ਮੀਟਿੰਗ ਕੀਤੀ ਗਈ। ਇਸ ਮੌਕੇ ਕਿਸਾਨ ਆਗੂ ਬੱਲੋਵਾਲ ਗਿੱਲ ਨੇ ਕਿਹਾ ਕਿ ਪੰਜਾਬ ਸਰਕਾਰ ਵਲੋਂ ਕੇਂਦਰ ਨੂੰ ਨਹਿਰੀ ਪਾਣੀ ਦੇਣ ਦੀ ਯੋਜਨਾ ਕਿਸਾਨਾਂ ਲਈ ਨੁਕਸਾਨਦੇਹ ਸਾਬਿਤ ਹੋਵੇਗੀ। ਉਨ੍ਹਾਂ ਕਿਹਾ ਕਿ ਕਿਸਾਨਾਂ ਨੂੰ ਪਹਿਲਾਂ ਹੀ ਪੂਰਾ ਪਾਣੀ ਨਹੀਂ ਮਿਲ ਰਿਹਾ ਅਤੇ ਅਜਿਹੀ ਯੋਜਨਾ ਨਾਲ ਖੇਤੀ ਪ੍ਰਭਾਵਿਤ ਹੋਵੇਗੀ।: [262, 540, 418, 573]
masthead-pattern-right: [512, 16, 570, 72]
story-paragon-caption: ਸਕੂਲ ਦੇ ਹੋਣਹਾਰ ਵਿਦਿਆਰਥੀ ਅਧਿਆਪਕਾਂ ਨਾਲ। -ਅਜੀਤ ਤਸਵੀਰ: [4, 426, 128, 432]
story-rotary-body-col3: ਮਲੌਦ, 26 ਅਪ੍ਰੈਲ (ਪ੍ਰਤੀਨਿਧ)-ਰੋਟਰੀ ਕਲੱਬ ਡਾਇਮੰਡ ਵਲੋਂ ਸਰਕਾਰੀ ਸਕੂਲ ਨੂੰ ਵਾਟਰ ਕੂਲਰ ਭੇਟ ਕੀਤਾ ਗਿਆ ਤਾਂ ਜੋ ਗਰਮੀ ਦੇ ਮੌਸਮ ਵਿਚ ਵਿਦਿਆਰਥੀਆਂ ਨੂੰ ਠੰਢਾ ਪਾਣੀ ਮਿਲ ਸਕੇ। ਕਲੱਬ ਦੇ ਪ੍ਰਧਾਨ ਨੇ ਕਿਹਾ ਕਿ ਕਲੱਬ ਵਲੋਂ ਸਮਾਜ ਭਲਾਈ ਦੇ ਕੰਮ ਲਗਾਤਾਰ ਕੀਤੇ ਜਾਂਦੇ ਹਨ। ਸਕੂਲ ਸਟਾਫ਼ ਨੇ ਕਲੱਬ ਦਾ ਧੰਨਵਾਦ ਕੀਤਾ।: [594, 722, 672, 775]
story-canal-body-col2: ਰਾਏਕੋਟ, 26 ਅਪ੍ਰੈਲ (ਪ੍ਰਤੀਨਿਧ)-ਪਿੰਡ ਹਿੱਸੋਵਾਲ ਵਿਖੇ ਨਹਿਰੀ ਵਿਭਾਗ ਦੇ ਅਧਿਕਾਰੀਆਂ ਵਲੋਂ ਕਿਸਾਨਾਂ ਨਾਲ ਮੀਟਿੰਗ ਕੀਤੀ ਗਈ। ਇਸ ਮੌਕੇ ਕਿਸਾਨ ਆਗੂ ਬੱਲੋਵਾਲ ਗਿੱਲ ਨੇ ਕਿਹਾ ਕਿ ਪੰਜਾਬ ਸਰਕਾਰ ਵਲੋਂ ਕੇਂਦਰ ਨੂੰ ਨਹਿਰੀ ਪਾਣੀ ਦੇਣ ਦੀ ਯੋਜਨਾ ਕਿਸਾਨਾਂ ਲਈ ਨੁਕਸਾਨਦੇਹ ਸਾਬਿਤ ਹੋਵੇਗੀ। ਉਨ੍ਹਾਂ ਕਿਹਾ ਕਿ ਕਿਸਾਨਾਂ ਨੂੰ ਪਹਿਲਾਂ ਹੀ ਪੂਰਾ ਪਾਣੀ ਨਹੀਂ ਮਿਲ ਰਿਹਾ ਅਤੇ ਅਜਿਹੀ ਯੋਜਨਾ ਨਾਲ ਖੇਤੀ ਪ੍ਰਭਾਵਿਤ ਹੋਵੇਗੀ।: [422, 524, 566, 563]
story-congress-subhead: ਨਵੀਆਂ ਵੋਟਾਂ ਬਣਨ ਅਤੇ ਕੱਟਣ ਦੇ ਮੱਦੇਨਜ਼ਰ ਪਾਰਟੀ ਦੇ ਨੁਮਾਇੰਦੇ ਪੂਰਾ ਧਿਆਨ ਰੱਖਣ-ਕੇ. ਡੀ. ਵੈਦ: [180, 232, 479, 241]
story-salasar-headline: ਸ੍ਰੀ ਸਾਲਾਸਰ ਬਾਲਾਜੀ ਸੇਵਾ ਮੰਡਲ ਵਲੋਂ ਧਾਮ ਦੇ ਦਰਸ਼ਨਾਂ ਲਈ 2 ਬੱਸਾਂ ਰਵਾਨਾ: [104, 702, 328, 727]
divider-horizontal-3: [4, 806, 673, 807]
crowd-illustration: [181, 87, 415, 179]
story-aap-meetings: [4, 86, 174, 318]
group-illustration: [421, 87, 673, 179]
story-anniversary-photo-b: [14, 702, 92, 764]
story-rotary-body-col1: ਮਲੌਦ, 26 ਅਪ੍ਰੈਲ (ਪ੍ਰਤੀਨਿਧ)-ਰੋਟਰੀ ਕਲੱਬ ਡਾਇਮੰਡ ਵਲੋਂ ਸਰਕਾਰੀ ਸਕੂਲ ਨੂੰ ਵਾਟਰ ਕੂਲਰ ਭੇਟ ਕੀਤਾ ਗਿਆ ਤਾਂ ਜੋ ਗਰਮੀ ਦੇ ਮੌਸਮ ਵਿਚ ਵਿਦਿਆਰਥੀਆਂ ਨੂੰ ਠੰਢਾ ਪਾਣੀ ਮਿਲ ਸਕੇ। ਕਲੱਬ ਦੇ ਪ੍ਰਧਾਨ ਨੇ ਕਿਹਾ ਕਿ ਕਲੱਬ ਵਲੋਂ ਸਮਾਜ ਭਲਾਈ ਦੇ ਕੰਮ ਲਗਾਤਾਰ ਕੀਤੇ ਜਾਂਦੇ ਹਨ। ਸਕੂਲ ਸਟਾਫ਼ ਨੇ ਕਲੱਬ ਦਾ ਧੰਨਵਾਦ ਕੀਤਾ।: [430, 722, 508, 775]
registration-mark-right: [600, 1074, 612, 1086]
divider-horizontal-2: [4, 600, 673, 601]
story-aap-body-col1: ਜਗਰਾਉਂ, 26 ਅਪ੍ਰੈਲ (ਨਿਊਜ਼ ਸਰਵਿਸ)-ਆਮ ਆਦਮੀ ਪਾਰਟੀ ਦੇ ਸੱਤ ਰਾਜਸਭਾ ਮੈਂਬਰਾਂ ਵੱਲੋਂ ਭਾਜਪਾ ਵਿਚ ਸ਼ਾਮਿਲ ਹੋਣ ਤੋਂ ਬਾਅਦ ਪਾਰਟੀ ਦੀ ਲੀਡਰਸ਼ਿਪ ਵੱਲੋਂ ਵਰਕਰਾਂ ਨਾਲ ਮੁਲਾਕਾਤਾਂ ਦਾ ਦੌਰ ਸ਼ੁਰੂ ਕੀਤਾ ਗਿਆ ਹੈ। ਇਸ ਸਬੰਧੀ ਹਲਕੇ ਦੇ ਆਗੂਆਂ ਨੇ ਪਿੰਡਾਂ ਵਿਚ ਮੀਟਿੰਗਾਂ ਕਰਕੇ ਵਰਕਰਾਂ ਨੂੰ ਪਾਰਟੀ ਦੀਆਂ ਨੀਤੀਆਂ ਬਾਰੇ ਜਾਣਕਾਰੀ ਦਿੱਤੀ ਅਤੇ ਕਿਹਾ ਕਿ ਪਾਰਟੀ ਪੂਰੀ ਤਰ੍ਹਾਂ ਮਜ਼ਬੂਤ ਹੈ ਤੇ ਵਰਕਰ ਇਕਜੁੱਟ ਹਨ। ਉਨ੍ਹਾਂ ਕਿਹਾ ਕਿ ਆਉਣ ਵਾਲੀਆਂ ਚੋਣਾਂ ਵਿਚ ਪਾਰਟੀ ਮੁੜ ਜਿੱਤ ਪ੍ਰਾਪਤ ਕਰੇਗੀ ਅਤੇ ਲੋਕਾਂ ਦਾ ਭਰੋਸਾ ਕਾਇਮ ਰੱਖੇਗੀ। ਇਸ ਮੌਕੇ ਵੱਡੀ ਗਿਣਤੀ ਵਿਚ ਵਰਕਰ ਹਾਜ਼ਰ ਸਨ।: [4, 124, 70, 236]
story-rotary-banner-text: WELCOMES YOU: [508, 642, 590, 652]
story-anniversary-kicker: ਵਰ੍ਹੇਗੰਢ ਮੁਬਾਰਕ: [6, 606, 58, 615]
story-congress-body-col2: ਡੇਹਲੋਂ, 26 ਅਪ੍ਰੈਲ (ਪ੍ਰਤੀਨਿਧ)-ਹਲਕਾ ਗਿੱਲ ਦੇ ਡੇਹਲੋਂ ਵਿਖੇ ਕਾਂਗਰਸ ਪਾਰਟੀ ਵਲੋਂ ਵੋਟਰ ਸੂਚੀਆਂ ਦੀ ਸੁਧਾਈ ਦੇ ਮੱਦੇਨਜ਼ਰ ਵਰਕਰਾਂ ਦੀ ਸਿਖਲਾਈ ਸਬੰਧੀ ਅਹਿਮ ਮੀਟਿੰਗ ਕੀਤੀ ਗਈ, ਜਿਸ ਵਿਚ ਹਲਕੇ ਦੇ ਸਾਬਕਾ ਵਿਧਾਇਕ ਕੁਲਦੀਪ ਸਿੰਘ ਵੈਦ ਨੇ ਵਰਕਰਾਂ ਨੂੰ ਸੰਬੋਧਨ ਕਰਦਿਆਂ ਕਿਹਾ ਕਿ ਨਵੀਆਂ ਵੋਟਾਂ ਬਣਾਉਣ ਅਤੇ ਕੱਟਣ ਦੇ ਕੰਮ ਉੱਤੇ ਪਾਰਟੀ ਦੇ ਨੁਮਾਇੰਦੇ ਪੂਰਾ ਧਿਆਨ ਰੱਖਣ। ਉਨ੍ਹਾਂ ਕਿਹਾ ਕਿ ਹਰ ਬੂਥ ਉੱਤੇ ਪਾਰਟੀ ਦਾ ਏਜੰਟ ਨਿਯੁਕਤ ਕੀਤਾ ਜਾਵੇਗਾ ਅਤੇ ਹਰ ਯੋਗ ਵੋਟਰ ਦੀ ਵੋਟ ਬਣਾਉਣ ਨੂੰ ਯਕੀਨੀ ਬਣਾਇਆ ਜਾਵੇਗਾ। ਇਸ ਮੌਕੇ ਬਲਾਕ ਪ੍ਰਧਾਨ, ਸਰਪੰਚ, ਪੰਚ, ਯੂਥ ਆਗੂ ਅਤੇ ਵੱਡੀ ਗਿਣਤੀ ਵਿਚ ਵਰਕਰ ਹਾਜ਼ਰ ਸਨ। ਆਗੂਆਂ ਨੇ ਕਿਹਾ ਕਿ ਪਾਰਟੀ ਹਰ ਪਿੰਡ ਵਿਚ ਟੀਮਾਂ ਬਣਾ ਕੇ ਕੰਮ ਕਰੇਗੀ ਅਤੇ: [302, 250, 420, 322]
story-power-subhead: ਬਿਜਲੀ ਸੰਕਟ ਦਾ ਠੀਕਰਾ ਹੇਠਲੇ ਕਰਮਚਾਰੀਆਂ ਸਿਰ ਭੰਨ ਰਹੀ ਸਰਕਾਰ-ਇੰਜੀ: ਜਸਵੀਰ ਸਿੰਘ ਆਂਡਲੂ: [182, 880, 500, 896]
farmers-illustration: [331, 371, 567, 511]
paper-name: [322, 28, 472, 54]
story-rally-body-col2: ਜਗਰਾਉਂ, 26 ਅਪ੍ਰੈਲ (ਪ੍ਰਤੀਨਿਧ)-ਸ਼੍ਰੋਮਣੀ ਅਕਾਲੀ ਦਲ ਦੇ ਹਲਕਾ ਇੰਚਾਰਜ ਨੇ ਕਿਹਾ ਕਿ 10 ਮਈ ਨੂੰ ਹੋਣ ਵਾਲੀ ਪਾਰਟੀ ਦੀ ਰੈਲੀ ਇਤਿਹਾਸਕ ਹੋਵੇਗੀ ਅਤੇ ਇਸ ਲਈ ਲੋਕਾਂ ਵਿਚ ਭਾਰੀ ਉਤਸ਼ਾਹ ਹੈ। ਉਨ੍ਹਾਂ ਕਿਹਾ ਕਿ ਪਿੰਡ-ਪਿੰਡ ਮੀਟਿੰਗਾਂ ਕਰਕੇ ਵਰਕਰਾਂ ਦੀਆਂ ਡਿਊਟੀਆਂ ਲਗਾਈਆਂ ਜਾ ਰਹੀਆਂ ਹਨ।: [130, 860, 176, 952]
story-congress-body-col4: ਡੇਹਲੋਂ, 26 ਅਪ੍ਰੈਲ (ਪ੍ਰਤੀਨਿਧ)-ਹਲਕਾ ਗਿੱਲ ਦੇ ਡੇਹਲੋਂ ਵਿਖੇ ਕਾਂਗਰਸ ਪਾਰਟੀ ਵਲੋਂ ਵੋਟਰ ਸੂਚੀਆਂ ਦੀ ਸੁਧਾਈ ਦੇ ਮੱਦੇਨਜ਼ਰ ਵਰਕਰਾਂ ਦੀ ਸਿਖਲਾਈ ਸਬੰਧੀ ਅਹਿਮ ਮੀਟਿੰਗ ਕੀਤੀ ਗਈ, ਜਿਸ ਵਿਚ ਹਲਕੇ ਦੇ ਸਾਬਕਾ ਵਿਧਾਇਕ ਕੁਲਦੀਪ ਸਿੰਘ ਵੈਦ ਨੇ ਵਰਕਰਾਂ ਨੂੰ ਸੰਬੋਧਨ ਕਰਦਿਆਂ ਕਿਹਾ ਕਿ ਨਵੀਆਂ ਵੋਟਾਂ ਬਣਾਉਣ ਅਤੇ ਕੱਟਣ ਦੇ ਕੰਮ ਉੱਤੇ ਪਾਰਟੀ ਦੇ ਨੁਮਾਇੰਦੇ ਪੂਰਾ ਧਿਆਨ ਰੱਖਣ। ਉਨ੍ਹਾਂ ਕਿਹਾ ਕਿ ਹਰ ਬੂਥ ਉੱਤੇ ਪਾਰਟੀ ਦਾ ਏਜੰਟ ਨਿਯੁਕਤ ਕੀਤਾ ਜਾਵੇਗਾ ਅਤੇ ਹਰ ਯੋਗ ਵੋਟਰ ਦੀ ਵੋਟ ਬਣਾਉਣ ਨੂੰ ਯਕੀਨੀ ਬਣਾਇਆ ਜਾਵੇਗਾ। ਇਸ ਮੌਕੇ ਬਲਾਕ ਪ੍ਰਧਾਨ, ਸਰਪੰਚ, ਪੰਚ, ਯੂਥ ਆਗੂ ਅਤੇ ਵੱਡੀ ਗਿਣਤੀ ਵਿਚ ਵਰਕਰ ਹਾਜ਼ਰ ਸਨ। ਆਗੂਆਂ ਨੇ ਕਿਹਾ ਕਿ ਪਾਰਟੀ ਹਰ ਪਿੰਡ ਵਿਚ ਟੀਮਾਂ ਬਣਾ ਕੇ ਕੰਮ ਕਰੇਗੀ ਅਤੇ ਵੋਟਰ ਸੂਚੀਆਂ ਦੀ ਜਾਂਚ ਕੀਤੀ ਜਾਵੇਗੀ।: [546, 250, 672, 322]
section-logo-text: ਖੰਨਾ ਜਗਰਾਉਂ: [224, 37, 308, 57]
story-rally-portrait: [84, 862, 128, 916]
college-staff-illustration: [507, 813, 673, 875]
story-rotary-banner: [501, 627, 597, 667]
footer-rule: [4, 1070, 673, 1071]
story-condolence-portrait: [624, 348, 672, 410]
page-number: 8: [489, 31, 501, 51]
story-canal-body: ਰਾਏਕੋਟ, 26 ਅਪ੍ਰੈਲ (ਪ੍ਰਤੀਨਿਧ)-ਪਿੰਡ ਹਿੱਸੋਵਾਲ ਵਿਖੇ ਨਹਿਰੀ ਵਿਭਾਗ ਦੇ ਅਧਿਕਾਰੀਆਂ ਵਲੋਂ ਕਿਸਾਨਾਂ ਨਾਲ ਮੀਟਿੰਗ ਕੀਤੀ ਗਈ। ਇਸ ਮੌਕੇ ਕਿਸਾਨ ਆਗੂ ਬੱਲੋਵਾਲ ਗਿੱਲ ਨੇ ਕਿਹਾ ਕਿ ਪੰਜਾਬ ਸਰਕਾਰ ਵਲੋਂ ਕੇਂਦਰ ਨੂੰ ਨਹਿਰੀ ਪਾਣੀ ਦੇਣ ਦੀ ਯੋਜਨਾ ਕਿਸਾਨਾਂ ਲਈ ਨੁਕਸਾਨਦੇਹ ਸਾਬਿਤ ਹੋਵੇਗੀ। ਉਨ੍ਹਾਂ ਕਿਹਾ ਕਿ ਕਿਸਾਨਾਂ ਨੂੰ ਪਹਿਲਾਂ ਹੀ ਪੂਰਾ ਪਾਣੀ ਨਹੀਂ ਮਿਲ ਰਿਹਾ ਅਤੇ ਅਜਿਹੀ ਯੋਜਨਾ ਨਾਲ ਖੇਤੀ ਪ੍ਰਭਾਵਿਤ ਹੋਵੇਗੀ।: [262, 370, 326, 456]
story-salasar-body-col2: ਮੰਡੀ ਅਹਿਮਦਗੜ੍ਹ, 26 ਅਪ੍ਰੈਲ (ਪ੍ਰਤੀਨਿਧ)-ਸ੍ਰੀ ਸਾਲਾਸਰ ਬਾਲਾਜੀ ਸੇਵਾ ਮੰਡਲ ਵਲੋਂ ਸ਼ਰਧਾਲੂਆਂ ਨੂੰ ਧਾਮ ਦੇ ਦਰਸ਼ਨਾਂ ਲਈ 2 ਬੱਸਾਂ ਰਵਾਨਾ ਕੀਤੀਆਂ ਗਈਆਂ। ਇਸ ਮੌਕੇ ਮੰਡਲ ਦੇ ਪ੍ਰਧਾਨ ਨੇ ਦੱਸਿਆ ਕਿ ਹਰ ਸਾਲ ਇਹ ਯਾਤਰਾ ਕਰਵਾਈ ਜਾਂਦੀ ਹੈ ਅਤੇ ਸ਼ਰਧਾਲੂਆਂ ਲਈ ਰਹਿਣ ਅਤੇ ਖਾਣ-ਪੀਣ ਦਾ ਪੂਰਾ ਪ੍ਰਬੰਧ ਕੀਤਾ ਗਿਆ ਹੈ। ਰਵਾਨਗੀ ਮੌਕੇ ਜੈਕਾਰਿਆਂ ਨਾਲ ਮਾਹੌਲ ਭਗਤੀਮਈ ਬਣਿਆ ਰਿਹਾ।: [216, 740, 328, 786]
story-condolence-body-a: ਜਗਰਾਉਂ, 26 ਅਪ੍ਰੈਲ (ਪ੍ਰਤੀਨਿਧ)-ਇਲਾਕੇ ਦੀ ਸਤਿਕਾਰਤ ਸ਼ਖ਼ਸੀਅਤ ਦੇ ਅਕਾਲ ਚਲਾਣੇ ਉੱਤੇ ਵੱਖ-ਵੱਖ ਰਾਜਨੀਤਕ, ਧਾਰਮਿਕ ਅਤੇ ਸਮਾਜਿਕ ਆਗੂਆਂ ਨੇ ਪਰਿਵਾਰ ਨਾਲ ਦੁੱਖ ਦਾ ਪ੍ਰਗਟਾਵਾ ਕੀਤਾ। ਦੁੱਖ ਪ੍ਰਗਟ ਕਰਨ ਵਾਲਿਆਂ ਵਿਚ ਸਰਪੰਚ, ਪੰਚ, ਸਾਬਕਾ ਚੇਅਰਮੈਨ, ਕਿਸਾਨ ਆਗੂ, ਸ: [574, 344, 620, 423]
story-paragon-body-col1: ਖੰਨਾ, 26 ਅਪ੍ਰੈਲ (ਪ੍ਰਤੀਨਿਧ)-ਪੈਰਾਗੋਨ ਸਕੂਲ ਦੇ ਵਿਦਿਆਰਥੀਆਂ ਨੇ ਪੰਜਾਬ ਸਕੂਲ ਸਿੱਖਿਆ ਬੋਰਡ ਦੀ ਪ੍ਰੀਖਿਆ ਵਿਚ ਸ਼ਾਨਦਾਰ ਨਤੀਜੇ ਪ੍ਰਾਪਤ ਕੀਤੇ, ਜਿਸ ਤੋਂ ਬਾਅਦ ਵਿਦਿਆਰਥੀ ਅਤੇ ਅਧਿਆਪਕ ਧਾਰਮਿਕ ਅਸਥਾਨਾਂ ਉੱਤੇ ਨਤਮਸਤਕ ਹੋਏ ਅਤੇ ਪਰਮਾਤਮਾ ਦਾ ਸ਼ੁਕਰਾਨਾ ਕੀਤਾ। ਸਕੂਲ ਪ੍ਰਬੰਧਕਾਂ ਨੇ ਵਿਦਿਆਰਥੀਆਂ ਨੂੰ ਵਧਾਈ ਦਿੱਤੀ ਅਤੇ ਉਨ੍ਹਾਂ ਦੇ ਉੱਜਵਲ ਭਵਿੱਖ ਦੀ ਕਾਮਨਾ ਕੀਤੀ। ਇਸ ਮੌਕੇ ਮਾਪੇ ਵੀ ਹਾਜ਼ਰ ਸਨ ਅਤੇ ਸਕੂਲ ਪ੍ਰਿੰਸੀਪਲ ਨੇ ਕਿਹਾ ਕਿ ਸਖ਼ਤ ਮਿਹਨਤ ਦਾ ਫਲ ਮਿੱਠਾ ਹੁੰਦਾ ਹੈ ਤੇ ਸਕੂਲ ਵਿਦਿਆਰਥੀਆਂ ਨੂੰ ਹਰ ਸਹੂਲਤ ਦੇਣ ਲਈ ਵਚਨਬੱਧ ਹੈ।: [4, 484, 126, 543]
story-rally-subhead: ਰੈਲੀ ਲਈ ਲੋਕਾਂ ਵਿਚ ਭਾਰੀ ਉਤਸ਼ਾਹ: [4, 844, 95, 852]
temple-illustration: [572, 16, 672, 72]
story-rotary-photo: [430, 604, 674, 692]
story-aap-body-col2: ਜਗਰਾਉਂ, 26 ਅਪ੍ਰੈਲ (ਨਿਊਜ਼ ਸਰਵਿਸ)-ਆਮ ਆਦਮੀ ਪਾਰਟੀ ਦੇ ਸੱਤ ਰਾਜਸਭਾ ਮੈਂਬਰਾਂ ਵੱਲੋਂ ਭਾਜਪਾ ਵਿਚ ਸ਼ਾਮਿਲ ਹੋਣ ਤੋਂ ਬਾਅਦ ਪਾਰਟੀ ਦੀ ਲੀਡਰਸ਼ਿਪ ਵੱਲੋਂ ਵਰਕਰਾਂ ਨਾਲ ਮੁਲਾਕਾਤਾਂ ਦਾ ਦੌਰ ਸ਼ੁਰੂ ਕੀਤਾ ਗਿਆ ਹੈ। ਇਸ ਸਬੰਧੀ ਹਲਕੇ ਦੇ ਆਗੂਆਂ ਨੇ ਪਿੰਡਾਂ ਵਿਚ ਮੀਟਿੰਗਾਂ ਕਰਕੇ ਵਰਕਰਾਂ ਨੂੰ ਪਾਰਟੀ ਦੀਆਂ ਨੀਤੀਆਂ ਬਾਰੇ ਜਾਣਕਾਰੀ ਦਿੱਤੀ ਅਤੇ ਕਿਹਾ ਕਿ ਪਾਰਟੀ ਪੂਰੀ ਤਰ੍ਹਾਂ ਮਜ਼ਬੂਤ ਹੈ ਤੇ ਵਰਕਰ ਇਕਜੁੱਟ ਹਨ। ਉਨ੍ਹਾਂ ਕਿਹਾ ਕਿ ਆਉਣ ਵਾਲੀਆਂ ਚੋਣਾਂ ਵਿਚ ਪਾਰਟੀ ਮੁੜ ਜਿੱਤ ਪ੍ਰਾਪਤ ਕਰੇਗੀ ਅਤੇ ਲੋਕਾਂ ਦਾ ਭਰੋਸਾ ਕਾਇਮ ਰੱਖੇਗੀ। ਇਸ ਮੌਕੇ ਵੱਡੀ ਗਿਣਤੀ ਵਿਚ ਵਰਕਰ ਹਾਜ਼ਰ ਸਨ।: [120, 124, 172, 269]
story-congress-caption-b: ਮੀਟਿੰਗ ਵਿਚ ਸ਼ਾਮਿਲ ਆਗੂ ਤੇ ਵਰਕਰ। -ਫੋਟੋ: ਅਜੀਤ: [420, 180, 516, 186]
